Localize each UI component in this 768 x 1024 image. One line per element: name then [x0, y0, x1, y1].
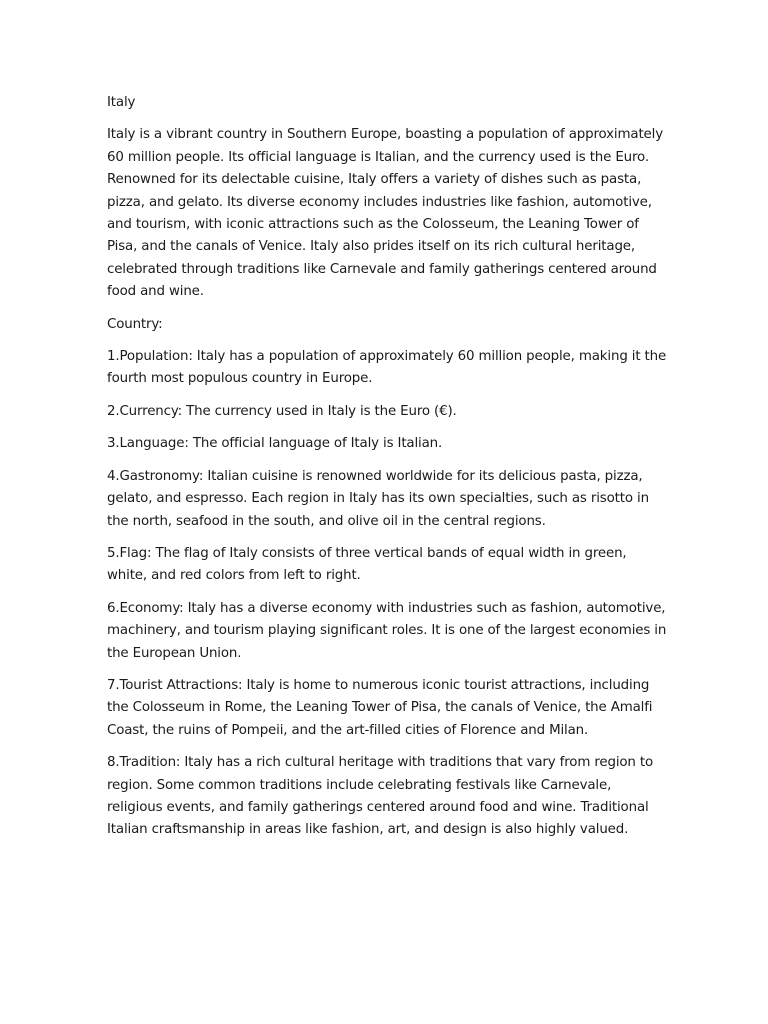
- section-heading: Country:: [107, 316, 163, 332]
- document-body: [107, 92, 667, 852]
- intro-paragraph: Italy is a vibrant country in Southern Europe, boasting a population of approximately 60 million people. Its official language is Italian, and the currency used is the Euro. Renowned for its delectable cuisine, Italy offers a variety of dishes such as pasta, pizza, and gelato. Its diverse economy includes industries like fashion, automotive, and tourism, with iconic attractions such as the Colosseum, the Leaning Tower of Pisa, and the canals of Venice. Italy also prides itself on its rich cultural heritage, celebrated through traditions like Carnevale and family gatherings centered around food and wine.: [107, 127, 663, 300]
- list-item-flag: 5.Flag: The flag of Italy consists of three vertical bands of equal width in green, white, and red colors from left to right.: [107, 545, 627, 584]
- list-item-tradition: 8.Tradition: Italy has a rich cultural heritage with traditions that vary from region to region. Some common traditions include celebrating festivals like Carnevale, religious events, and family gatherings centered around food and wine. Traditional Italian craftsmanship in areas like fashion, art, and design is also highly valued.: [107, 755, 654, 838]
- list-item-tourist-attractions: 7.Tourist Attractions: Italy is home to numerous iconic tourist attractions, including the Colosseum in Rome, the Leaning Tower of Pisa, the canals of Venice, the Amalfi Coast, the ruins of Pompeii, and the art-filled cities of Florence and Milan.: [107, 677, 653, 738]
- list-item-currency: 2.Currency: The currency used in Italy is the Euro (€).: [107, 403, 457, 419]
- list-item-gastronomy: 4.Gastronomy: Italian cuisine is renowned worldwide for its delicious pasta, pizza, gelato, and espresso. Each region in Italy has its own specialties, such as risotto in the north, seafood in the south, and olive oil in the central regions.: [107, 468, 649, 529]
- list-item-economy: 6.Economy: Italy has a diverse economy with industries such as fashion, automotive, machinery, and tourism playing significant roles. It is one of the largest economies in the European Union.: [107, 600, 667, 661]
- list-item-population: 1.Population: Italy has a population of approximately 60 million people, making it the fourth most populous country in Europe.: [107, 349, 667, 387]
- list-item-language: 3.Language: The official language of Italy is Italian.: [107, 436, 443, 452]
- document-title: Italy: [107, 95, 136, 110]
